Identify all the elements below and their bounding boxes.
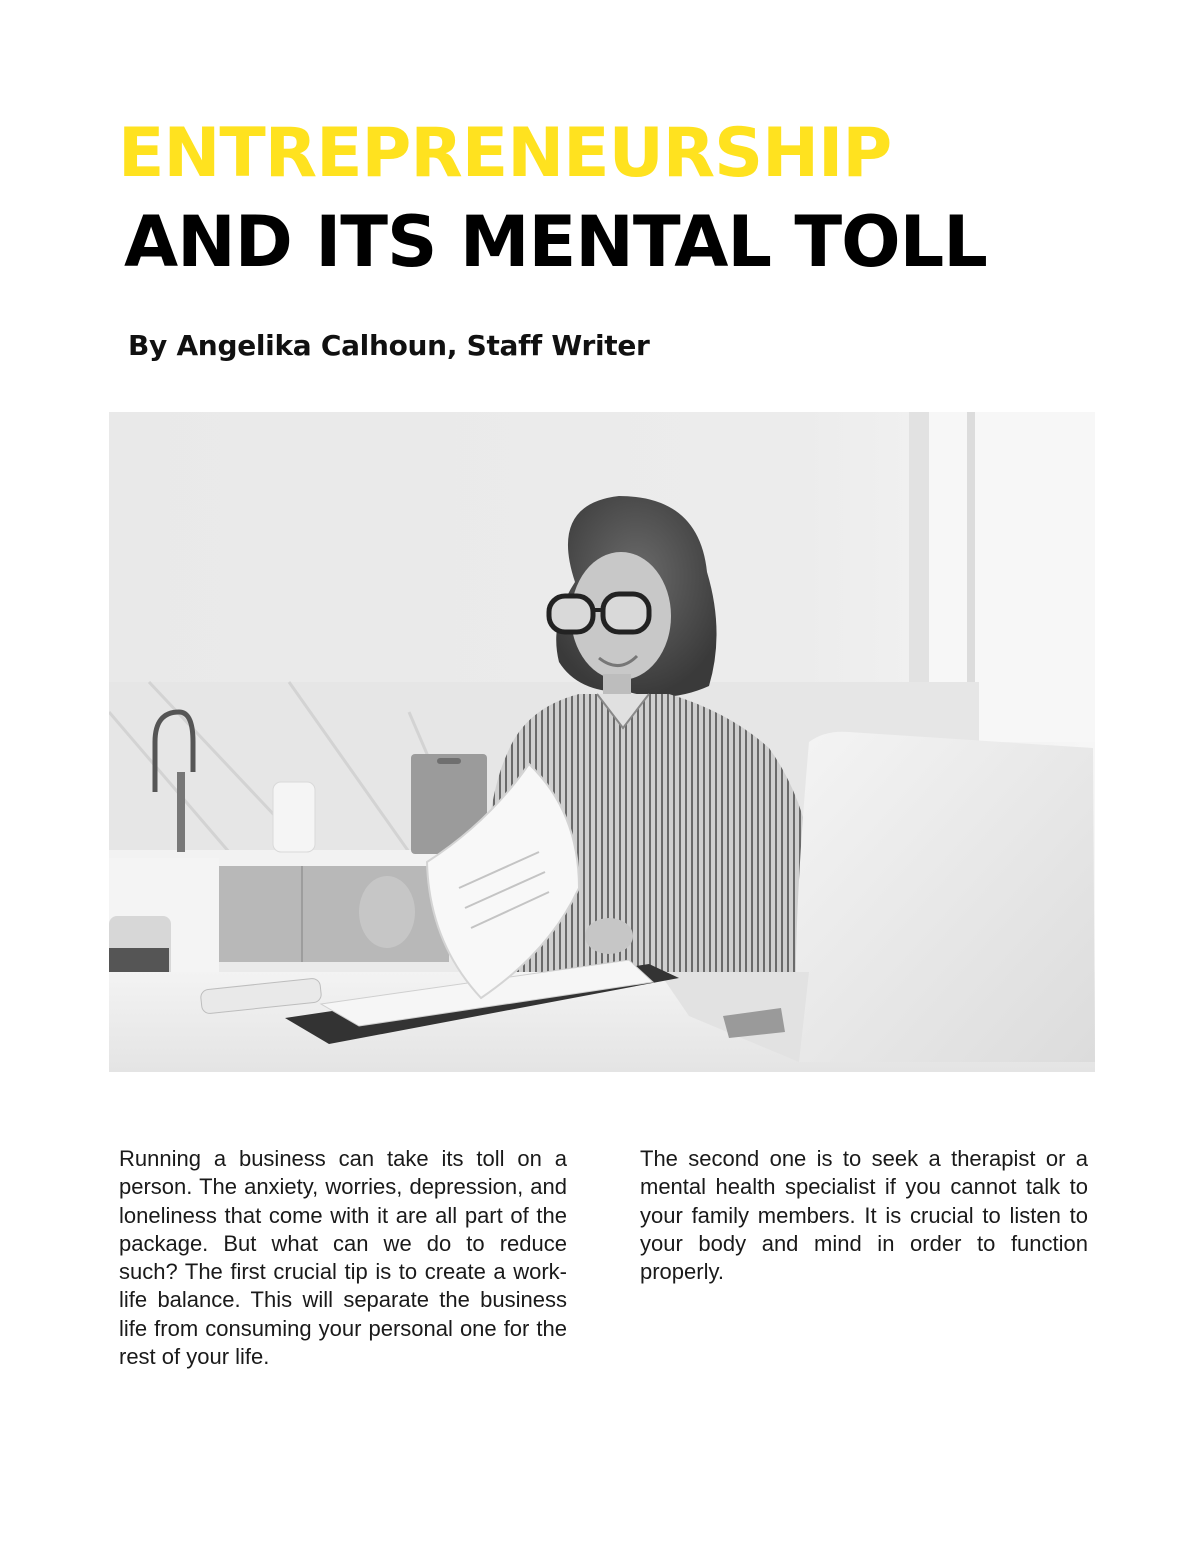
article-paragraph-left: Running a business can take its toll on a person. The anxiety, worries, depression, and loneliness that come with it are all part of the package. But what can we do to reduce such? The first crucial tip is to create a work-life balance. This will separate the business life from consuming your personal one for the rest of your life. <box>119 1146 567 1370</box>
title-line-accent: ENTREPRENEURSHIP <box>118 114 892 193</box>
title-line-main: AND ITS MENTAL TOLL <box>124 201 987 283</box>
paper-towel-roll <box>273 782 315 852</box>
article-paragraph-right: The second one is to seek a therapist or a mental health specialist if you cannot talk to your family members. It is crucial to listen to your body and mind in order to function properly. <box>640 1146 1088 1285</box>
byline: By Angelika Calhoun, Staff Writer <box>128 329 650 362</box>
right-hand <box>585 918 633 954</box>
feature-photo <box>109 412 1095 1072</box>
woman-reading-documents-photo <box>109 412 1095 1072</box>
left-hand <box>359 876 415 948</box>
